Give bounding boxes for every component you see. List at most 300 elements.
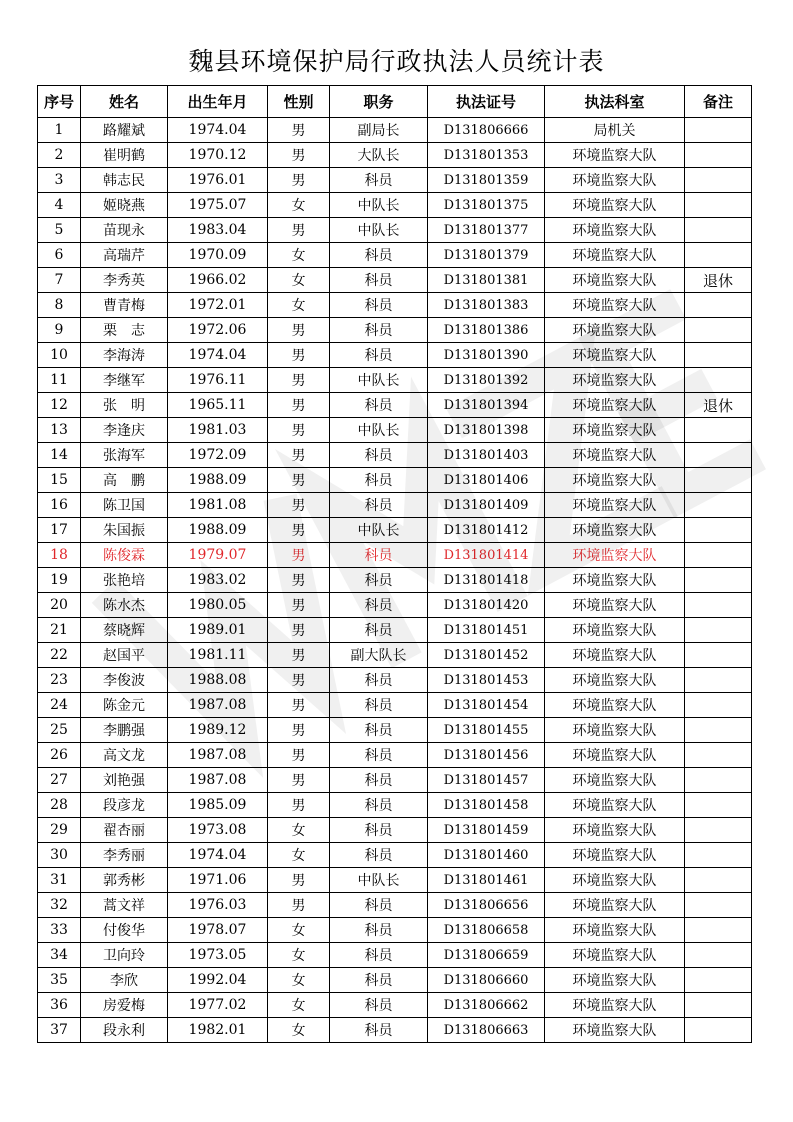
table-row [38,568,752,593]
cell-remark [685,543,752,568]
cell-birth: 1970.09 [168,243,268,268]
cell-birth: 1982.01 [168,1018,268,1043]
table-row [38,893,752,918]
cell-department: 环境监察大队 [545,518,685,543]
cell-index: 17 [38,518,81,543]
header-gender: 性别 [268,86,330,118]
table-row [38,218,752,243]
cell-index: 23 [38,668,81,693]
cell-name: 郭秀彬 [81,868,168,893]
cell-cert-no: D131806658 [428,918,545,943]
cell-position: 科员 [330,793,428,818]
table-row [38,918,752,943]
cell-name: 付俊华 [81,918,168,943]
cell-position: 科员 [330,943,428,968]
cell-remark [685,843,752,868]
header-position: 职务 [330,86,428,118]
cell-index: 15 [38,468,81,493]
cell-remark [685,943,752,968]
cell-department: 环境监察大队 [545,993,685,1018]
cell-cert-no: D131801458 [428,793,545,818]
cell-department: 环境监察大队 [545,593,685,618]
cell-department: 环境监察大队 [545,193,685,218]
cell-gender: 女 [268,193,330,218]
cell-cert-no: D131806662 [428,993,545,1018]
cell-position: 科员 [330,468,428,493]
cell-birth: 1981.03 [168,418,268,443]
cell-gender: 男 [268,318,330,343]
table-row [38,118,752,143]
cell-name: 朱国振 [81,518,168,543]
table-row [38,643,752,668]
table-row [38,593,752,618]
table-row [38,618,752,643]
cell-birth: 1977.02 [168,993,268,1018]
cell-department: 环境监察大队 [545,393,685,418]
cell-birth: 1979.07 [168,543,268,568]
cell-position: 科员 [330,818,428,843]
cell-gender: 女 [268,243,330,268]
cell-department: 环境监察大队 [545,618,685,643]
cell-gender: 男 [268,443,330,468]
table-row [38,793,752,818]
table-row [38,943,752,968]
header-department: 执法科室 [545,86,685,118]
cell-remark [685,343,752,368]
cell-cert-no: D131806656 [428,893,545,918]
cell-remark [685,493,752,518]
cell-index: 4 [38,193,81,218]
cell-index: 2 [38,143,81,168]
cell-department: 环境监察大队 [545,793,685,818]
cell-birth: 1989.01 [168,618,268,643]
cell-position: 科员 [330,568,428,593]
table-row [38,768,752,793]
cell-position: 科员 [330,718,428,743]
table-row [38,493,752,518]
page-title: 魏县环境保护局行政执法人员统计表 [188,47,605,76]
cell-cert-no: D131801420 [428,593,545,618]
cell-index: 20 [38,593,81,618]
cell-name: 陈金元 [81,693,168,718]
table-header-row [38,86,752,118]
cell-department: 环境监察大队 [545,368,685,393]
cell-index: 5 [38,218,81,243]
cell-department: 环境监察大队 [545,893,685,918]
cell-remark [685,968,752,993]
cell-birth: 1965.11 [168,393,268,418]
cell-index: 35 [38,968,81,993]
cell-index: 27 [38,768,81,793]
cell-cert-no: D131801409 [428,493,545,518]
cell-cert-no: D131801394 [428,393,545,418]
cell-department: 环境监察大队 [545,218,685,243]
cell-gender: 男 [268,718,330,743]
cell-birth: 1974.04 [168,118,268,143]
table-row [38,718,752,743]
cell-birth: 1976.01 [168,168,268,193]
cell-index: 21 [38,618,81,643]
cell-name: 蒿文祥 [81,893,168,918]
cell-remark [685,593,752,618]
cell-gender: 男 [268,568,330,593]
cell-name: 段彦龙 [81,793,168,818]
cell-remark [685,693,752,718]
table-row [38,843,752,868]
cell-name: 高 鹏 [81,468,168,493]
cell-gender: 男 [268,543,330,568]
table-row [38,293,752,318]
cell-position: 科员 [330,543,428,568]
cell-department: 环境监察大队 [545,443,685,468]
cell-name: 刘艳强 [81,768,168,793]
cell-name: 栗 志 [81,318,168,343]
cell-gender: 男 [268,518,330,543]
cell-position: 科员 [330,168,428,193]
cell-remark [685,793,752,818]
cell-remark: 退休 [685,393,752,418]
cell-cert-no: D131801390 [428,343,545,368]
cell-birth: 1988.08 [168,668,268,693]
cell-position: 中队长 [330,368,428,393]
cell-name: 陈水杰 [81,593,168,618]
cell-name: 李秀丽 [81,843,168,868]
cell-birth: 1972.09 [168,443,268,468]
cell-index: 13 [38,418,81,443]
table-row [38,1018,752,1043]
cell-position: 科员 [330,268,428,293]
cell-remark [685,768,752,793]
cell-birth: 1985.09 [168,793,268,818]
table-row [38,268,752,293]
cell-department: 环境监察大队 [545,718,685,743]
cell-department: 环境监察大队 [545,943,685,968]
cell-position: 科员 [330,243,428,268]
cell-remark [685,168,752,193]
cell-position: 中队长 [330,218,428,243]
cell-department: 环境监察大队 [545,543,685,568]
cell-position: 科员 [330,593,428,618]
cell-name: 李海涛 [81,343,168,368]
cell-department: 环境监察大队 [545,843,685,868]
cell-gender: 女 [268,968,330,993]
cell-index: 28 [38,793,81,818]
table-row [38,468,752,493]
cell-birth: 1988.09 [168,468,268,493]
cell-birth: 1976.03 [168,893,268,918]
cell-name: 高文龙 [81,743,168,768]
cell-gender: 男 [268,218,330,243]
table-row [38,743,752,768]
cell-cert-no: D131801461 [428,868,545,893]
cell-department: 环境监察大队 [545,268,685,293]
cell-birth: 1966.02 [168,268,268,293]
table-row [38,518,752,543]
cell-department: 环境监察大队 [545,568,685,593]
cell-index: 9 [38,318,81,343]
cell-index: 7 [38,268,81,293]
cell-name: 翟杏丽 [81,818,168,843]
cell-department: 环境监察大队 [545,468,685,493]
cell-cert-no: D131806659 [428,943,545,968]
table-row [38,343,752,368]
cell-birth: 1981.08 [168,493,268,518]
table-row [38,418,752,443]
cell-position: 科员 [330,493,428,518]
cell-birth: 1988.09 [168,518,268,543]
cell-birth: 1974.04 [168,343,268,368]
cell-birth: 1987.08 [168,693,268,718]
cell-index: 26 [38,743,81,768]
cell-name: 张海军 [81,443,168,468]
cell-index: 32 [38,893,81,918]
cell-gender: 男 [268,618,330,643]
table-row [38,143,752,168]
cell-name: 段永利 [81,1018,168,1043]
cell-gender: 男 [268,168,330,193]
cell-name: 李逢庆 [81,418,168,443]
cell-name: 苗现永 [81,218,168,243]
cell-gender: 男 [268,893,330,918]
cell-birth: 1981.11 [168,643,268,668]
cell-position: 中队长 [330,418,428,443]
cell-department: 环境监察大队 [545,643,685,668]
table-row [38,243,752,268]
cell-department: 环境监察大队 [545,143,685,168]
cell-name: 崔明鹤 [81,143,168,168]
cell-department: 环境监察大队 [545,693,685,718]
cell-position: 副局长 [330,118,428,143]
cell-position: 科员 [330,393,428,418]
cell-birth: 1972.06 [168,318,268,343]
cell-birth: 1987.08 [168,768,268,793]
cell-index: 34 [38,943,81,968]
cell-gender: 男 [268,768,330,793]
cell-position: 中队长 [330,518,428,543]
cell-remark [685,118,752,143]
cell-gender: 男 [268,393,330,418]
cell-name: 张 明 [81,393,168,418]
cell-remark [685,743,752,768]
header-name: 姓名 [81,86,168,118]
table-row [38,818,752,843]
cell-gender: 男 [268,593,330,618]
cell-position: 科员 [330,768,428,793]
cell-name: 赵国平 [81,643,168,668]
cell-remark [685,318,752,343]
cell-index: 12 [38,393,81,418]
table-row [38,443,752,468]
cell-department: 环境监察大队 [545,968,685,993]
cell-cert-no: D131801412 [428,518,545,543]
cell-index: 30 [38,843,81,868]
cell-birth: 1973.05 [168,943,268,968]
cell-index: 1 [38,118,81,143]
cell-gender: 女 [268,918,330,943]
cell-birth: 1974.04 [168,843,268,868]
cell-remark [685,568,752,593]
cell-name: 李鹏强 [81,718,168,743]
table-body [38,118,752,1043]
cell-department: 环境监察大队 [545,768,685,793]
cell-index: 11 [38,368,81,393]
cell-remark [685,1018,752,1043]
cell-gender: 男 [268,493,330,518]
cell-department: 环境监察大队 [545,868,685,893]
cell-gender: 男 [268,643,330,668]
cell-index: 36 [38,993,81,1018]
cell-cert-no: D131801459 [428,818,545,843]
cell-position: 副大队长 [330,643,428,668]
table-row [38,193,752,218]
cell-name: 姬晓燕 [81,193,168,218]
cell-gender: 男 [268,118,330,143]
cell-gender: 男 [268,743,330,768]
cell-name: 李继军 [81,368,168,393]
cell-index: 33 [38,918,81,943]
cell-name: 陈卫国 [81,493,168,518]
cell-cert-no: D131801403 [428,443,545,468]
cell-birth: 1992.04 [168,968,268,993]
cell-cert-no: D131801454 [428,693,545,718]
cell-birth: 1987.08 [168,743,268,768]
cell-name: 陈俊霖 [81,543,168,568]
header-birth: 出生年月 [168,86,268,118]
cell-department: 局机关 [545,118,685,143]
cell-index: 19 [38,568,81,593]
cell-department: 环境监察大队 [545,743,685,768]
cell-department: 环境监察大队 [545,668,685,693]
header-remark: 备注 [685,86,752,118]
cell-remark [685,193,752,218]
cell-remark [685,918,752,943]
cell-position: 中队长 [330,193,428,218]
cell-birth: 1989.12 [168,718,268,743]
cell-cert-no: D131806666 [428,118,545,143]
cell-name: 蔡晓辉 [81,618,168,643]
cell-name: 李秀英 [81,268,168,293]
cell-department: 环境监察大队 [545,493,685,518]
cell-remark [685,443,752,468]
cell-position: 科员 [330,618,428,643]
cell-birth: 1975.07 [168,193,268,218]
cell-cert-no: D131801353 [428,143,545,168]
cell-remark [685,518,752,543]
cell-gender: 女 [268,293,330,318]
cell-remark [685,143,752,168]
staff-table [37,85,752,1043]
table-row [38,868,752,893]
cell-index: 25 [38,718,81,743]
cell-cert-no: D131801418 [428,568,545,593]
header-cert-no: 执法证号 [428,86,545,118]
cell-remark [685,643,752,668]
cell-position: 科员 [330,443,428,468]
table-row [38,368,752,393]
cell-remark [685,293,752,318]
cell-name: 路耀斌 [81,118,168,143]
cell-cert-no: D131801452 [428,643,545,668]
cell-position: 大队长 [330,143,428,168]
cell-department: 环境监察大队 [545,168,685,193]
cell-birth: 1978.07 [168,918,268,943]
table-row [38,993,752,1018]
table-row [38,168,752,193]
cell-department: 环境监察大队 [545,243,685,268]
cell-position: 科员 [330,1018,428,1043]
cell-cert-no: D131801460 [428,843,545,868]
cell-name: 曹青梅 [81,293,168,318]
cell-department: 环境监察大队 [545,818,685,843]
cell-birth: 1971.06 [168,868,268,893]
cell-position: 中队长 [330,868,428,893]
cell-department: 环境监察大队 [545,293,685,318]
cell-remark [685,368,752,393]
cell-name: 高瑞芹 [81,243,168,268]
cell-gender: 男 [268,693,330,718]
table-row [38,668,752,693]
cell-position: 科员 [330,343,428,368]
cell-remark [685,468,752,493]
table-row [38,393,752,418]
cell-remark [685,668,752,693]
cell-cert-no: D131801359 [428,168,545,193]
cell-name: 韩志民 [81,168,168,193]
cell-index: 14 [38,443,81,468]
cell-position: 科员 [330,993,428,1018]
cell-department: 环境监察大队 [545,1018,685,1043]
cell-position: 科员 [330,293,428,318]
cell-gender: 女 [268,268,330,293]
cell-cert-no: D131801379 [428,243,545,268]
table-row [38,543,752,568]
cell-index: 3 [38,168,81,193]
table-row [38,318,752,343]
cell-gender: 女 [268,1018,330,1043]
cell-department: 环境监察大队 [545,318,685,343]
table-row [38,693,752,718]
cell-position: 科员 [330,743,428,768]
cell-cert-no: D131801381 [428,268,545,293]
cell-name: 李欣 [81,968,168,993]
cell-position: 科员 [330,918,428,943]
cell-position: 科员 [330,893,428,918]
cell-gender: 女 [268,943,330,968]
cell-gender: 男 [268,143,330,168]
cell-cert-no: D131801414 [428,543,545,568]
cell-gender: 女 [268,818,330,843]
cell-name: 张艳培 [81,568,168,593]
cell-department: 环境监察大队 [545,418,685,443]
cell-cert-no: D131801451 [428,618,545,643]
cell-gender: 男 [268,368,330,393]
cell-cert-no: D131801406 [428,468,545,493]
cell-gender: 男 [268,418,330,443]
cell-birth: 1980.05 [168,593,268,618]
cell-remark [685,243,752,268]
cell-cert-no: D131806660 [428,968,545,993]
table-row [38,968,752,993]
cell-gender: 男 [268,793,330,818]
cell-cert-no: D131801375 [428,193,545,218]
cell-remark [685,618,752,643]
cell-department: 环境监察大队 [545,918,685,943]
cell-birth: 1972.01 [168,293,268,318]
cell-cert-no: D131801453 [428,668,545,693]
cell-cert-no: D131801457 [428,768,545,793]
cell-cert-no: D131801392 [428,368,545,393]
cell-birth: 1976.11 [168,368,268,393]
